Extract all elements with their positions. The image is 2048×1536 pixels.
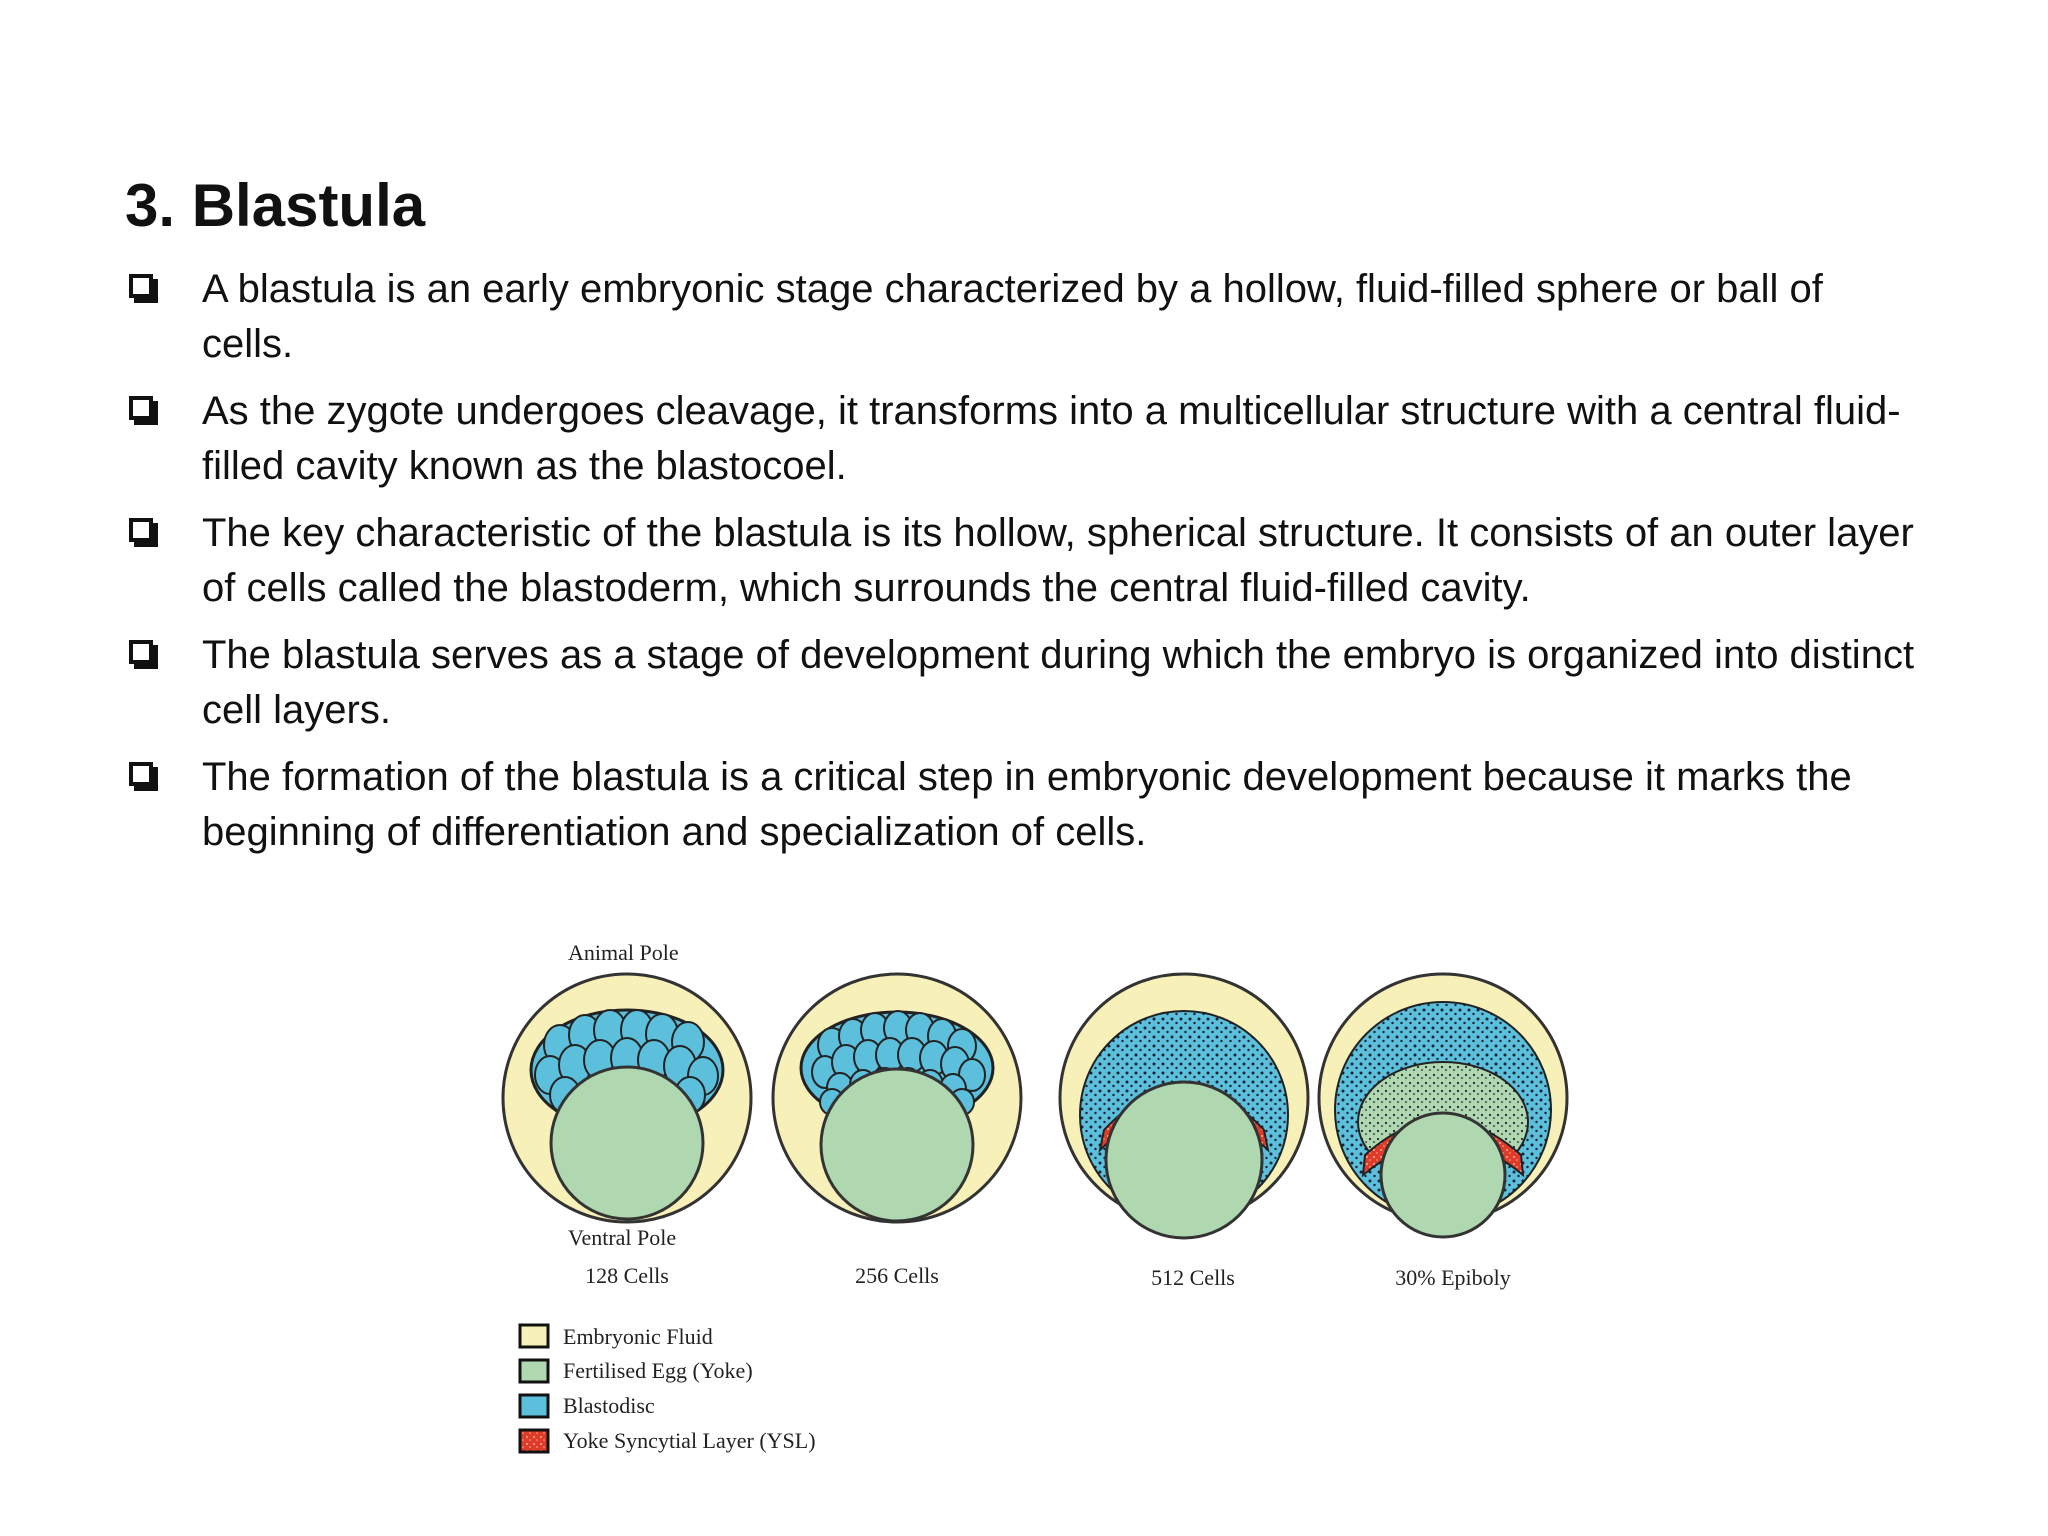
bullet-item (125, 628, 1925, 738)
legend-swatch-embryonic-fluid (520, 1325, 548, 1347)
checkbox-bullet-icon (129, 274, 153, 298)
stage-label: 128 Cells (585, 1263, 669, 1288)
animal-pole-label: Animal Pole (568, 940, 679, 965)
legend-swatch-fertilised-egg (520, 1360, 548, 1382)
embryo-512-cells (1060, 974, 1308, 1238)
legend-swatch-ysl (520, 1430, 548, 1452)
bullet-text: A blastula is an early embryonic stage characterized by a hollow, fluid-filled sphere or ball of cells. (202, 267, 1823, 366)
checkbox-bullet-icon (129, 640, 153, 664)
legend-label: Fertilised Egg (Yoke) (563, 1358, 753, 1383)
embryo-30-percent-epiboly (1319, 974, 1567, 1237)
legend-label: Embryonic Fluid (563, 1324, 713, 1349)
bullet-text: As the zygote undergoes cleavage, it transforms into a multicellular structure with a central fluid-filled cavity known as the blastocoel. (202, 389, 1901, 488)
bullet-item (125, 750, 1925, 860)
slide-title: 3. Blastula (125, 172, 426, 239)
checkbox-bullet-icon (129, 396, 153, 420)
bullet-item (125, 384, 1925, 494)
stage-label: 512 Cells (1151, 1265, 1235, 1290)
embryo-256-cells (773, 974, 1021, 1222)
legend-label: Yoke Syncytial Layer (YSL) (563, 1428, 816, 1453)
bullet-list (125, 262, 1925, 872)
stage-label: 256 Cells (855, 1263, 939, 1288)
legend (520, 1324, 816, 1453)
bullet-text: The blastula serves as a stage of development during which the embryo is organized into distinct cell layers. (202, 633, 1915, 732)
bullet-item (125, 262, 1925, 372)
ventral-pole-label: Ventral Pole (568, 1225, 677, 1250)
bullet-text: The formation of the blastula is a critical step in embryonic development because it marks the beginning of differentiation and specialization of cells. (202, 755, 1852, 854)
legend-label: Blastodisc (563, 1393, 655, 1418)
stage-label: 30% Epiboly (1395, 1265, 1511, 1290)
checkbox-bullet-icon (129, 518, 153, 542)
bullet-text: The key characteristic of the blastula is its hollow, spherical structure. It consists of an outer layer of cells called the blastoderm, which surrounds the central fluid-filled cavity. (202, 511, 1914, 610)
embryo-128-cells (503, 974, 751, 1222)
checkbox-bullet-icon (129, 762, 153, 786)
bullet-item (125, 506, 1925, 616)
legend-swatch-blastodisc (520, 1395, 548, 1417)
